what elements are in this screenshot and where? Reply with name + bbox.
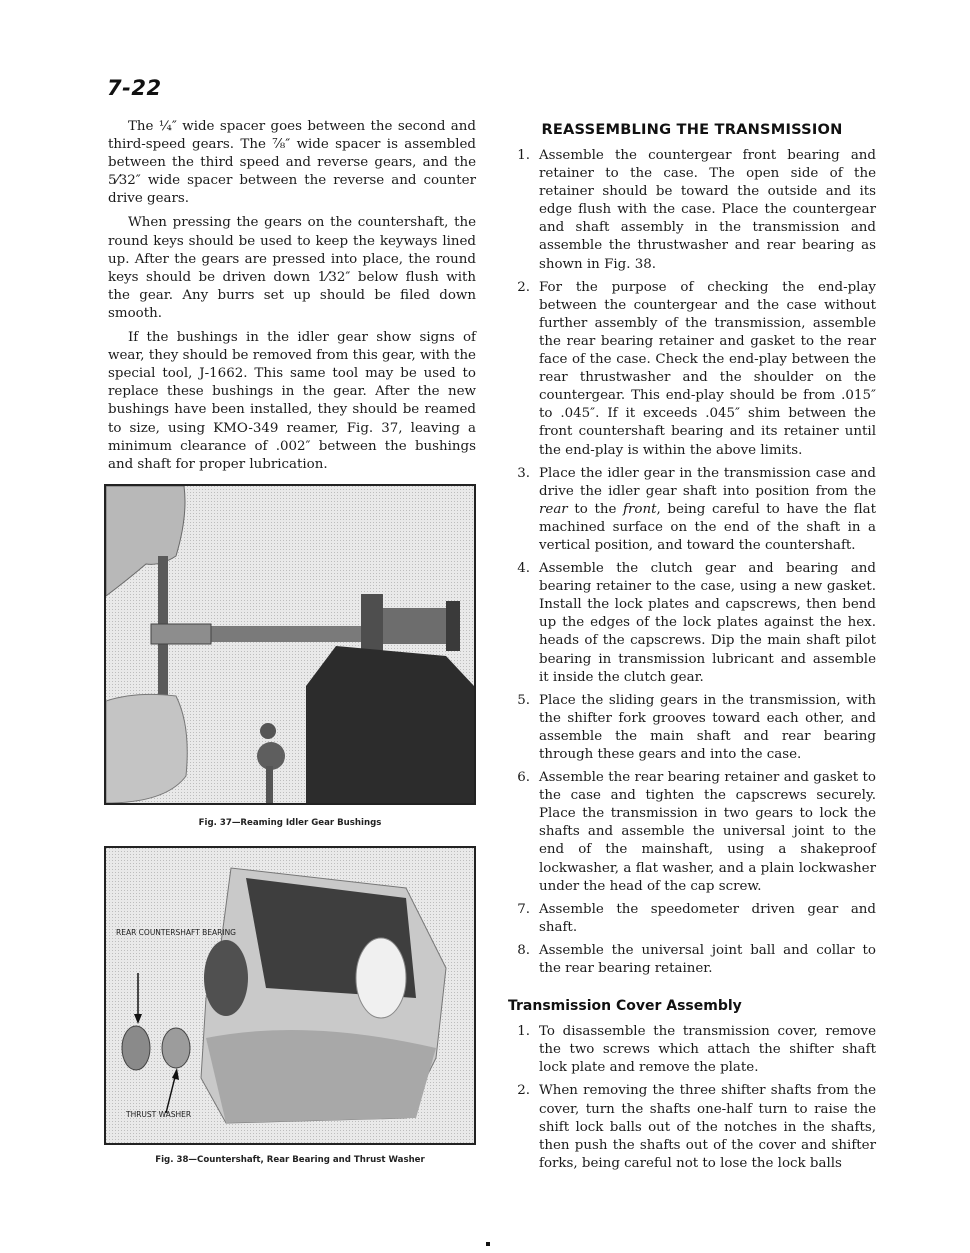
emphasis-rear: rear <box>539 501 568 517</box>
step-item: 2. For the purpose of checking the end-play between the countergear and the case without further assembly of the transmission, assemble the rear bearing retainer and gasket to the rear face of the case. Check the end-play between the rear thrustwasher and the shoulder on the countergear. This end-play should be from .015″ to .045″. If it exceeds .045″ shim between the front countershaft bearing and its retainer until the end-play is within the above limits. <box>517 279 876 458</box>
vise-ball-small <box>260 723 276 739</box>
right-column <box>508 118 876 1178</box>
step-item: 1. Assemble the countergear front bearing and retainer to the case. The open side of the retainer should be toward the outside and its edge flush with the case. Place the countergear and shaft assembly in the transmission and assemble the thrustwasher and rear bearing as shown in Fig. 38. <box>517 148 876 272</box>
step-item: 1. To disassemble the transmission cover, remove the two screws which attach the shifter shaft lock plate and remove the plate. <box>517 1024 876 1076</box>
callout-thrust-washer: THRUST WASHER <box>126 1110 192 1119</box>
emphasis-front: front <box>623 501 657 517</box>
figure-38-photo <box>104 846 476 1145</box>
reaming-photo-illustration <box>106 486 474 803</box>
step-item: 7. Assemble the speedometer driven gear and shaft. <box>517 901 876 935</box>
thrust-washer-shape <box>162 1028 190 1068</box>
vise-shape <box>306 646 474 803</box>
bearing-bore-shape <box>204 940 248 1016</box>
paragraph-idler-bushings: If the bushings in the idler gear show signs of wear, they should be removed from this gear, with the special tool, J-1662. This same tool may be used to replace these bushings in the gear. After the new bushings have been installed, they should be reamed to size, using KMO-349 reamer, Fig. 37, leaving a minimum clearance of .002″ between the bushings and shaft for proper lubrication. <box>108 330 476 472</box>
step-item: 2. When removing the three shifter shafts from the cover, turn the shafts one-half turn to raise the shift lock balls out of the notches in the shafts, then push the shafts out of the cover and shifter forks, being careful not to lose the lock balls <box>517 1083 876 1171</box>
figure-37-caption: Fig. 37—Reaming Idler Gear Bushings <box>198 818 382 828</box>
step-item: 8. Assemble the universal joint ball and collar to the rear bearing retainer. <box>517 942 876 977</box>
left-column <box>108 118 476 480</box>
gear-hub-shape <box>383 608 453 644</box>
figure-38-caption: Fig. 38—Countershaft, Rear Bearing and Thrust Washer <box>155 1155 425 1165</box>
figure-37-photo <box>104 484 476 805</box>
case-bottom-shape <box>206 1030 436 1123</box>
countershaft-photo-illustration <box>106 848 474 1143</box>
paragraph-spacers: The ¼″ wide spacer goes between the second and third-speed gears. The ⅞″ wide spacer is assembled between the third speed and reverse gears, and the 5⁄32″ wide spacer between the reverse and counter drive gears. <box>108 119 476 207</box>
page-number: 7-22 <box>107 76 162 100</box>
idler-gear-shape <box>361 594 383 654</box>
callout-rear-countershaft-bearing: REAR COUNTERSHAFT BEARING <box>116 928 236 937</box>
page-mark <box>486 1242 490 1246</box>
step-item: 4. Assemble the clutch gear and bearing and bearing retainer to the case, using a new gasket. Install the lock plates and capscrews, then bend up the edges of the lock plates against the hex. heads of the capscrews. Dip the main shaft pilot bearing in transmission lubricant and assemble it inside the clutch gear. <box>517 561 876 685</box>
lower-hand-shape <box>106 694 187 803</box>
step-item: 5. Place the sliding gears in the transmission, with the shifter fork grooves toward each other, and assemble the main shaft and rear bearing through these gears and into the case. <box>517 692 876 762</box>
paragraph-round-keys: When pressing the gears on the countershaft, the round keys should be used to keep the keyways lined up. After the gears are pressed into place, the round keys should be driven down 1⁄32″ below flush with the gear. Any burrs set up should be filed down smooth. <box>108 215 476 321</box>
step-item: 6. Assemble the rear bearing retainer and gasket to the case and tighten the capscrews securely. Place the transmission in two gears to lock the shafts and assemble the universal joint to the end of the mainshaft, using a shakeproof lockwasher, a flat washer, and a plain lockwasher under the head of the cap screw. <box>517 770 876 894</box>
vise-ball-large <box>257 742 285 770</box>
front-bore-shape <box>356 938 406 1018</box>
step-item: 3. Place the idler gear in the transmission case and drive the idler gear shaft into position from the rear to the front, being careful to have the flat machined surface on the end of the shaft in a vertical position, and toward the countershaft. <box>517 465 876 553</box>
cover-steps <box>508 1023 876 1173</box>
reassembly-steps <box>508 147 876 978</box>
rear-bearing-shape <box>122 1026 150 1070</box>
section-title: REASSEMBLING THE TRANSMISSION <box>541 121 843 138</box>
subsection-title: Transmission Cover Assembly <box>508 998 742 1015</box>
